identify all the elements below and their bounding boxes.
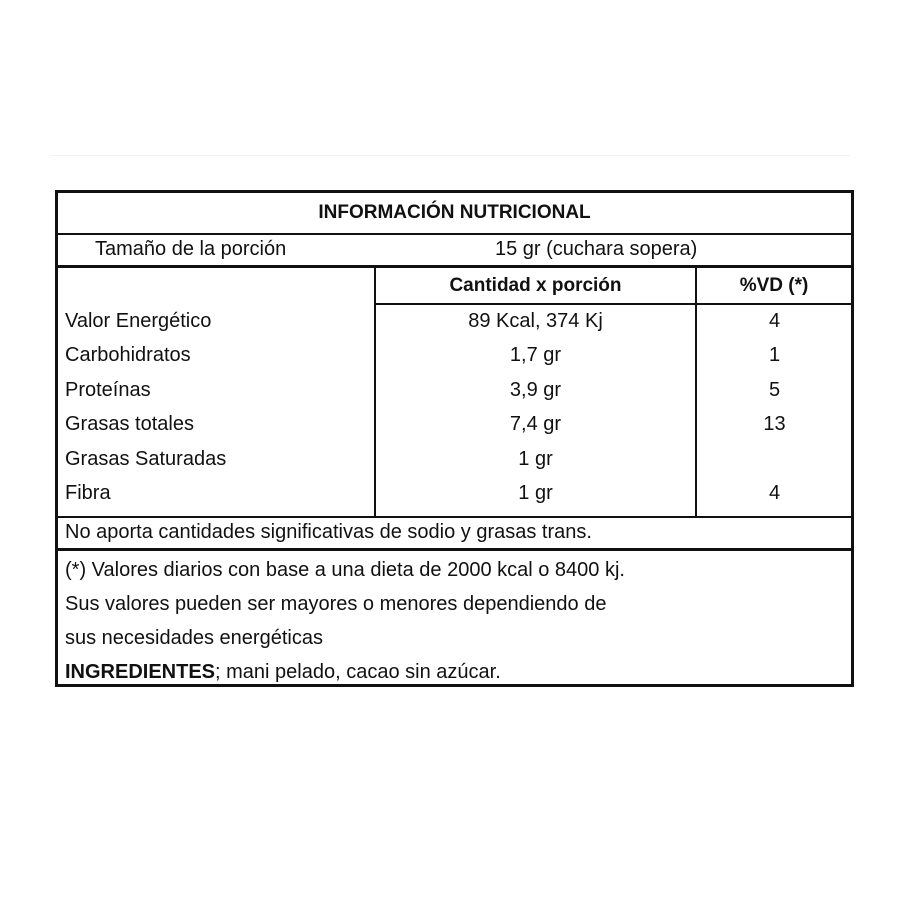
nutrition-facts-label bbox=[55, 190, 854, 687]
nutrient-daily-value: 4 bbox=[768, 482, 781, 504]
note-text: No aporta cantidades significativas de sodio y grasas trans. bbox=[65, 521, 592, 543]
nutrient-amount: 7,4 gr bbox=[509, 413, 562, 435]
ingredients-text: ; mani pelado, cacao sin azúcar. bbox=[215, 661, 501, 683]
nutrient-amount: 3,9 gr bbox=[509, 379, 562, 401]
nutrient-amount: 1 gr bbox=[518, 448, 553, 470]
nutrient-name: Grasas Saturadas bbox=[65, 448, 227, 470]
nutrient-row bbox=[58, 408, 851, 442]
nutrient-amount: 1,7 gr bbox=[509, 344, 562, 366]
portion-size-label: Tamaño de la porción bbox=[95, 238, 287, 260]
nutrient-daily-value: 4 bbox=[768, 310, 781, 332]
ingredients-line bbox=[65, 655, 845, 689]
nutrient-daily-value: 13 bbox=[763, 413, 786, 435]
nutrient-row bbox=[58, 477, 851, 511]
nutrient-row bbox=[58, 443, 851, 477]
nutrient-name: Valor Energético bbox=[65, 310, 212, 332]
footnote-line: sus necesidades energéticas bbox=[65, 627, 323, 649]
footnote-block bbox=[65, 553, 845, 689]
sodium-trans-fat-note bbox=[58, 516, 851, 551]
column-header-daily-value: %VD (*) bbox=[695, 268, 851, 305]
nutrient-amount: 89 Kcal, 374 Kj bbox=[468, 310, 603, 332]
portion-size-row bbox=[58, 235, 851, 268]
ingredients-label: INGREDIENTES bbox=[65, 661, 216, 683]
label-title: INFORMACIÓN NUTRICIONAL bbox=[58, 193, 851, 235]
nutrient-amount: 1 gr bbox=[518, 482, 553, 504]
nutrient-row bbox=[58, 374, 851, 408]
nutrient-name: Proteínas bbox=[65, 379, 151, 401]
nutrient-daily-value: 1 bbox=[768, 344, 781, 366]
nutrient-daily-value: 5 bbox=[768, 379, 781, 401]
footnote-line: Sus valores pueden ser mayores o menores dependiendo de bbox=[65, 593, 607, 615]
nutrient-row bbox=[58, 339, 851, 373]
top-divider bbox=[50, 155, 850, 156]
nutrient-name: Grasas totales bbox=[65, 413, 194, 435]
nutrient-row bbox=[58, 305, 851, 339]
nutrient-name: Fibra bbox=[65, 482, 111, 504]
portion-size-value: 15 gr (cuchara sopera) bbox=[495, 238, 698, 260]
footnote-line: (*) Valores diarios con base a una dieta de 2000 kcal o 8400 kj. bbox=[65, 559, 625, 581]
nutrient-name: Carbohidratos bbox=[65, 344, 191, 366]
column-header-amount: Cantidad x porción bbox=[374, 268, 695, 305]
